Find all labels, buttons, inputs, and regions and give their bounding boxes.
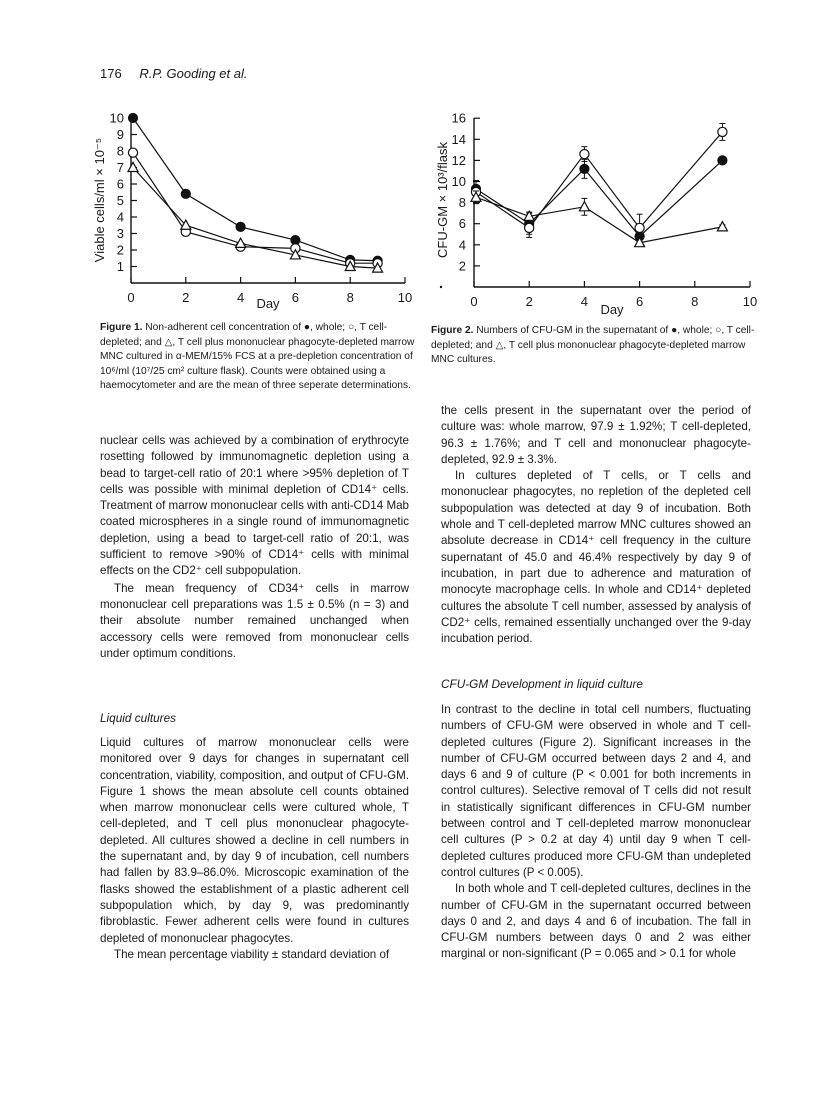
figure1-caption-text: Non-adherent cell concentration of ●, whole; ○, T cell-depleted; and △, T cell plus mononuclear phagocyte-depleted marrow MNC cultured in α-MEM/15% FCS at a pre-depletion concentration of 10⁶/ml (10⁷/25 cm² culture flask). Counts were obtained using a haemocytometer and are the mean of three seperate determinations. <box>100 322 415 391</box>
section-heading-liquid-cultures: Liquid cultures <box>100 711 177 725</box>
right-para-3: In contrast to the decline in total cell numbers, fluctuating numbers of CFU-GM were observed in whole and T cell-depleted cultures (Figure 2). Significant increases in the number of CFU-GM occurred between days 2 and 4, and days 6 and 9 of culture (P < 0.001 for both increments in control cultures). Selective removal of T cells did not result in statistically significant differences in CFU-GM number between control and T cell-depleted marrow mononuclear cell cultures (P > 0.2 at day 4) until day 9 when T cell-depleted cultures produced more CFU-GM than undepleted control cultures (P < 0.005). <box>441 703 751 879</box>
filled-circle-marker <box>181 189 190 198</box>
x-tick-label: 10 <box>397 290 413 305</box>
x-tick-label: 6 <box>291 290 300 305</box>
figures-canvas <box>0 0 816 320</box>
x-axis-label: Day <box>256 296 280 311</box>
open-circle-marker <box>128 148 137 157</box>
x-tick-label: 4 <box>236 290 245 305</box>
y-axis-label: Viable cells/ml × 10⁻⁵ <box>92 137 107 263</box>
series-line <box>476 197 722 242</box>
open-circle-marker <box>580 149 589 158</box>
y-tick-label: 8 <box>458 195 466 211</box>
running-head-authors: R.P. Gooding et al. <box>139 66 248 81</box>
figure1-caption <box>100 321 418 394</box>
left-para-1: nuclear cells was achieved by a combination of erythrocyte rosetting followed by immunomagnetic depletion using a bead to target-cell ratio of 20:1 where >95% depletion of T cells was possible with minimal depletion of CD14⁺ cells. Treatment of marrow mononuclear cells with anti-CD14 Mab coated microspheres in a single round of immunomagnetic depletion, using a bead to target-cell ratio of 20:1, was sufficient to remove >90% of CD14⁺ cells with minimal effects on the CD2⁺ cell subpopulation. <box>100 434 409 578</box>
y-tick-label: 6 <box>458 216 466 232</box>
x-axis-label: Day <box>600 302 624 317</box>
open-triangle-marker <box>717 222 727 231</box>
left-column <box>100 433 409 662</box>
left-para-3: Liquid cultures of marrow mononuclear cells were monitored over 9 days for changes in supernatant cell concentration, viability, composition, and output of CFU-GM. Figure 1 shows the mean absolute cell counts obtained when marrow mononuclear cells were cultured whole, T cell-depleted, and T cell plus mononuclear phagocyte-depleted. All cultures showed a decline in cell numbers in the supernatant and, by day 9 of incubation, cell numbers had fallen by 83.9–86.0%. Microscopic examination of the flasks showed the establishment of a plastic adherent cell subpopulation which, by day 9, was predominantly fibroblastic. Fewer adherent cells were found in cultures depleted of mononuclear phagocytes. <box>100 736 409 945</box>
open-triangle-marker <box>579 202 589 211</box>
x-tick-label: 10 <box>742 294 758 309</box>
filled-circle-marker <box>236 222 245 231</box>
filled-circle-marker <box>128 113 137 122</box>
right-para-4: In both whole and T cell-depleted cultures, declines in the number of CFU-GM in the supernatant occurred between days 0 and 2, and days 4 and 6 of incubation. The fall in CFU-GM numbers between days 0 and 2 was either marginal or non-significant (P = 0.065 and > 0.1 for whole <box>441 882 751 961</box>
right-para-1: the cells present in the supernatant over the period of culture was: whole marrow, 97.9 ± 1.92%; T cell-depleted, 96.3 ± 1.76%; and T cell and mononuclear phagocyte-depleted, 92.9 ± 3.3%. <box>441 404 751 466</box>
x-tick-label: 0 <box>470 294 478 309</box>
y-tick-label: 14 <box>451 131 466 147</box>
page-number: 176 <box>100 66 122 81</box>
right-column <box>441 403 751 647</box>
x-tick-label: 0 <box>127 290 135 305</box>
y-axis-label: CFU-GM × 10³/flask <box>435 142 450 258</box>
y-tick-label: 10 <box>109 110 124 126</box>
x-tick-label: 8 <box>346 290 354 305</box>
right-para-2: In cultures depleted of T cells, or T cells and mononuclear phagocytes, no repletion of the depleted cell subpopulation was detected at day 9 of incubation. Both whole and T cell-depleted marrow MNC cultures showed an absolute decrease in CD14⁺ cell frequency in the culture supernatant of 45.0 and 46.4% respectively by day 9 of incubation, in part due to adherence and maturation of monocyte macrophage cells. In whole and CD14⁺ depleted cultures the absolute T cell number, assessed by analysis of CD2⁺ cells, remained essentially unchanged over the 9-day incubation period. <box>441 469 751 646</box>
x-tick-label: 8 <box>691 294 699 309</box>
series-line <box>133 168 378 269</box>
left-column-lower <box>100 735 409 963</box>
y-tick-label: 9 <box>116 127 124 142</box>
x-tick-label: 2 <box>182 290 190 305</box>
x-tick-label: 2 <box>525 294 533 309</box>
filled-circle-marker <box>580 164 589 173</box>
y-tick-label: 2 <box>458 258 466 274</box>
y-tick-label: 10 <box>451 174 466 189</box>
figure2-caption <box>431 324 761 368</box>
filled-circle-marker <box>718 156 727 165</box>
chart-1 <box>92 111 412 312</box>
y-tick-label: 4 <box>458 237 466 253</box>
y-tick-label: 4 <box>116 209 124 225</box>
print-dot <box>440 286 442 288</box>
y-tick-label: 1 <box>116 259 124 274</box>
left-para-4: The mean percentage viability ± standard deviation of <box>114 947 390 961</box>
series-line <box>476 160 722 236</box>
x-tick-label: 6 <box>635 294 644 309</box>
y-tick-label: 7 <box>116 160 124 175</box>
open-circle-marker <box>525 223 534 232</box>
y-tick-label: 12 <box>451 152 466 168</box>
figure2-caption-label: Figure 2. <box>431 325 474 336</box>
y-tick-label: 6 <box>116 176 124 192</box>
y-tick-label: 5 <box>116 193 124 208</box>
chart-2 <box>435 111 757 317</box>
y-tick-label: 3 <box>116 226 124 241</box>
series-line <box>133 118 378 261</box>
x-tick-label: 4 <box>580 294 589 309</box>
figure2-caption-text: Numbers of CFU-GM in the supernatant of ●, whole; ○, T cell-depleted; and △, T cell plus mononuclear phagocyte-depleted marrow MNC cultures. <box>431 325 755 365</box>
y-tick-label: 16 <box>451 110 466 126</box>
figure1-caption-label: Figure 1. <box>100 322 143 333</box>
left-para-2: The mean frequency of CD34⁺ cells in marrow mononuclear cell preparations was 1.5 ± 0.5% (n = 3) and their absolute number remained unchanged when accessory cells were removed from mononuclear cells under optimum conditions. <box>100 581 409 660</box>
y-tick-label: 2 <box>116 242 124 258</box>
section-heading-cfu-gm: CFU-GM Development in liquid culture <box>441 677 643 691</box>
y-tick-label: 8 <box>116 143 124 159</box>
open-circle-marker <box>635 223 644 232</box>
open-circle-marker <box>718 127 727 136</box>
right-column-lower <box>441 702 751 963</box>
